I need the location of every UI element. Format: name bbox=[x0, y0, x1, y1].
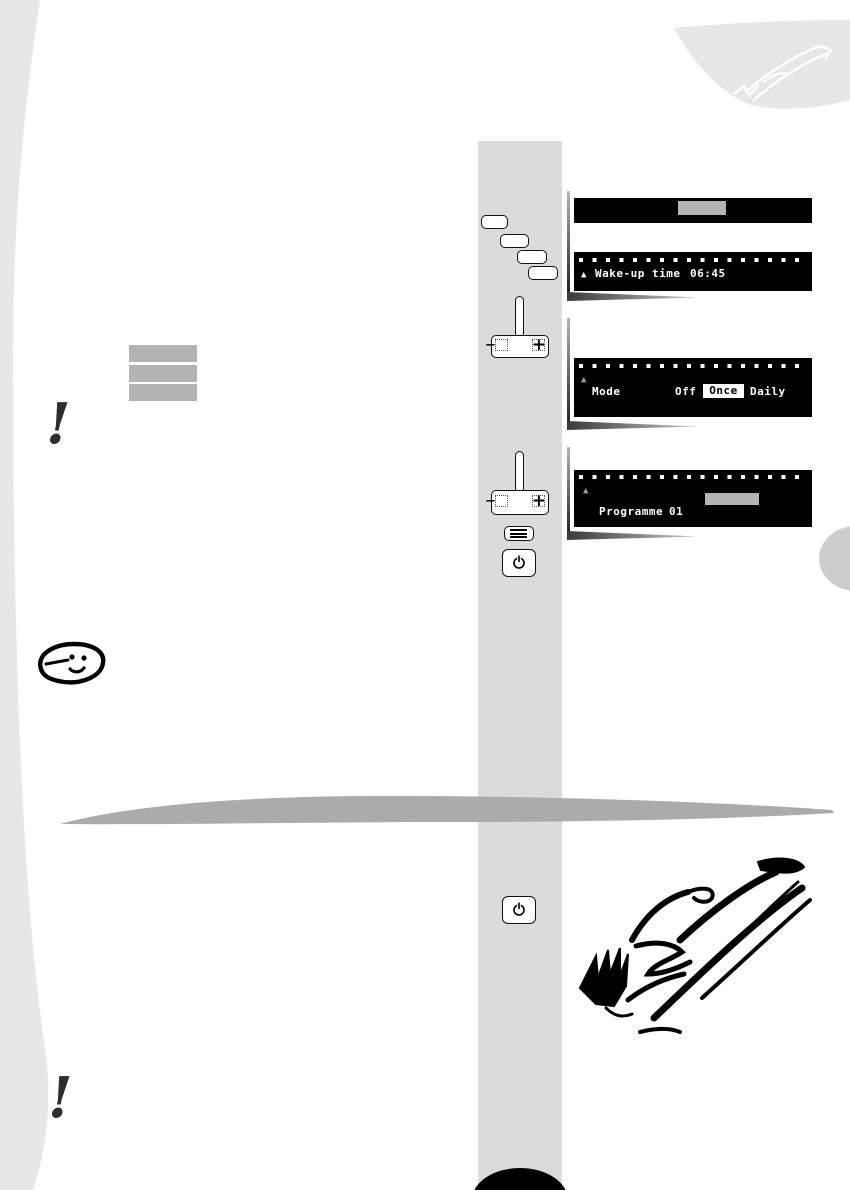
standby-key-icon bbox=[502, 549, 536, 577]
screen-frame-shadow bbox=[567, 191, 570, 297]
mode-label: Mode bbox=[592, 385, 621, 398]
mode-option-off: Off bbox=[675, 385, 697, 398]
warning-exclamation-icon: ! bbox=[46, 391, 71, 457]
cursor-rocker-key-icon bbox=[485, 490, 549, 515]
highlighted-menu-item bbox=[678, 201, 726, 215]
warning-exclamation-icon: ! bbox=[48, 1065, 73, 1131]
nav-pill-key-icon bbox=[515, 296, 524, 338]
cursor-up-icon: ▲ bbox=[583, 486, 589, 496]
screen-frame-shadow bbox=[567, 447, 570, 538]
screen-bottom-shadow bbox=[567, 292, 707, 301]
screen-frame-shadow bbox=[567, 318, 570, 428]
standby-key-icon bbox=[502, 896, 536, 924]
smiley-icon bbox=[34, 638, 110, 694]
right-edge-tab bbox=[819, 526, 850, 591]
left-page-edge-curve bbox=[0, 0, 70, 1190]
dotted-separator bbox=[579, 475, 807, 479]
remote-key-icon bbox=[500, 234, 529, 248]
screen-bottom-shadow bbox=[567, 421, 707, 430]
cursor-up-icon: ▲ bbox=[581, 375, 587, 385]
dot-pad-icon bbox=[495, 495, 508, 507]
dotted-separator bbox=[579, 364, 807, 368]
dot-pad-icon bbox=[495, 339, 508, 351]
nav-pill-key-icon bbox=[515, 451, 524, 493]
remote-key-icon bbox=[528, 266, 558, 280]
cursor-up-icon: ▲ bbox=[581, 270, 587, 280]
plus-label: + bbox=[531, 491, 546, 511]
wakeup-value: 06:45 bbox=[690, 267, 726, 280]
corner-banner bbox=[668, 20, 850, 116]
mode-option-daily: Daily bbox=[750, 385, 786, 398]
mode-option-once-selected: Once bbox=[703, 384, 744, 398]
programme-value: 01 bbox=[669, 505, 684, 518]
section-divider-swoosh bbox=[52, 790, 842, 835]
mode-screen bbox=[574, 358, 812, 417]
wakeup-label: Wake-up time bbox=[595, 267, 681, 280]
wakeup-time-screen bbox=[574, 252, 812, 291]
screen-bottom-shadow bbox=[567, 531, 707, 540]
programme-label: Programme bbox=[599, 505, 664, 518]
minus-label: − bbox=[485, 338, 496, 353]
cursor-rocker-key-icon bbox=[485, 335, 549, 358]
remote-key-icon bbox=[517, 250, 547, 264]
minus-label: − bbox=[485, 494, 496, 509]
programme-screen bbox=[574, 470, 812, 527]
menu-header-screen bbox=[574, 198, 812, 223]
remote-hand-sketch bbox=[562, 848, 840, 1053]
menu-key-icon bbox=[504, 526, 534, 541]
dotted-separator bbox=[579, 258, 807, 262]
plus-label: + bbox=[531, 335, 546, 355]
highlighted-field bbox=[705, 493, 759, 505]
remote-key-icon bbox=[481, 215, 508, 229]
